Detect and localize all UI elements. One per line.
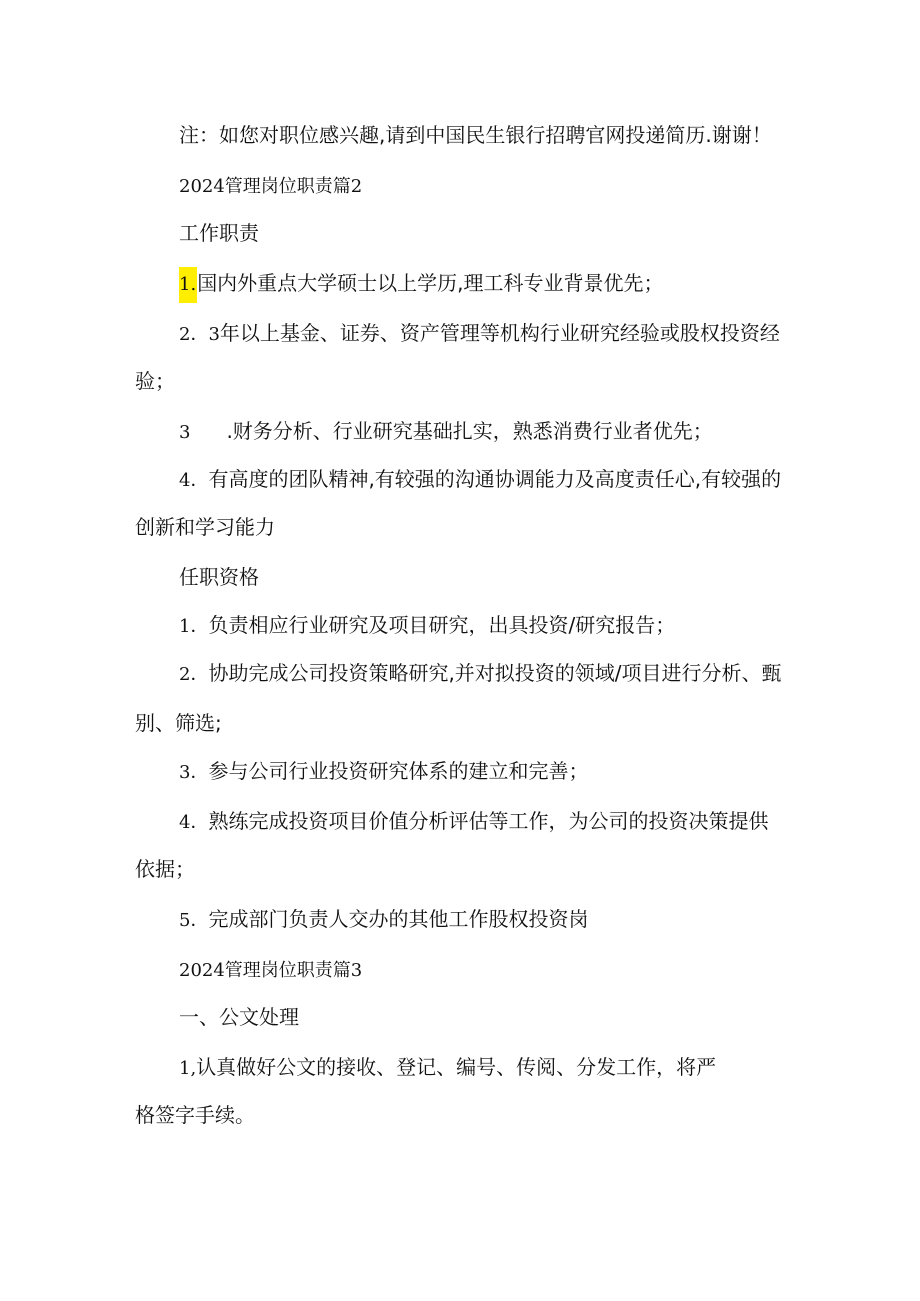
qualification-item-2: 2．协助完成公司投资策略研究,并对拟投资的领域/项目进行分析、甄 bbox=[179, 661, 782, 685]
qualification-item-1: 1．负责相应行业研究及项目研究，出具投资/研究报告； bbox=[179, 613, 676, 637]
duty-item-4-continuation: 创新和学习能力 bbox=[135, 515, 275, 539]
qualification-item-4-continuation: 依据； bbox=[135, 857, 195, 881]
duty-item-3: 3 .财务分析、行业研究基础扎实，熟悉消费行业者优先； bbox=[179, 419, 713, 443]
qualification-title: 任职资格 bbox=[179, 565, 259, 589]
duty-item-4: 4．有高度的团队精神,有较强的沟通协调能力及高度责任心,有较强的 bbox=[179, 467, 782, 491]
section-heading-3: 2024管理岗位职责篇3 bbox=[179, 960, 363, 981]
note-line: 注：如您对职位感兴趣,请到中国民生银行招聘官网投递简历.谢谢！ bbox=[179, 123, 772, 147]
duty-title: 工作职责 bbox=[179, 221, 259, 245]
qualification-item-3: 3．参与公司行业投资研究体系的建立和完善； bbox=[179, 759, 589, 783]
qualification-item-5: 5．完成部门负责人交办的其他工作股权投资岗 bbox=[179, 907, 589, 931]
section-1-title: 一、公文处理 bbox=[179, 1005, 299, 1029]
duty-item-1: 1.国内外重点大学硕士以上学历,理工科专业背景优先； bbox=[179, 270, 664, 303]
duty-item-2-continuation: 验； bbox=[135, 369, 175, 393]
highlighted-number: 1. bbox=[179, 267, 197, 303]
section-1-item-1: 1,认真做好公文的接收、登记、编号、传阅、分发工作，将严 bbox=[179, 1055, 717, 1079]
duty-item-2: 2．3年以上基金、证券、资产管理等机构行业研究经验或股权投资经 bbox=[179, 321, 780, 345]
qualification-item-2-continuation: 别、筛选; bbox=[135, 711, 222, 735]
section-1-item-1-continuation: 格签字手续。 bbox=[135, 1103, 255, 1127]
section-heading-2: 2024管理岗位职责篇2 bbox=[179, 176, 363, 197]
qualification-item-4: 4．熟练完成投资项目价值分析评估等工作，为公司的投资决策提供 bbox=[179, 809, 769, 833]
